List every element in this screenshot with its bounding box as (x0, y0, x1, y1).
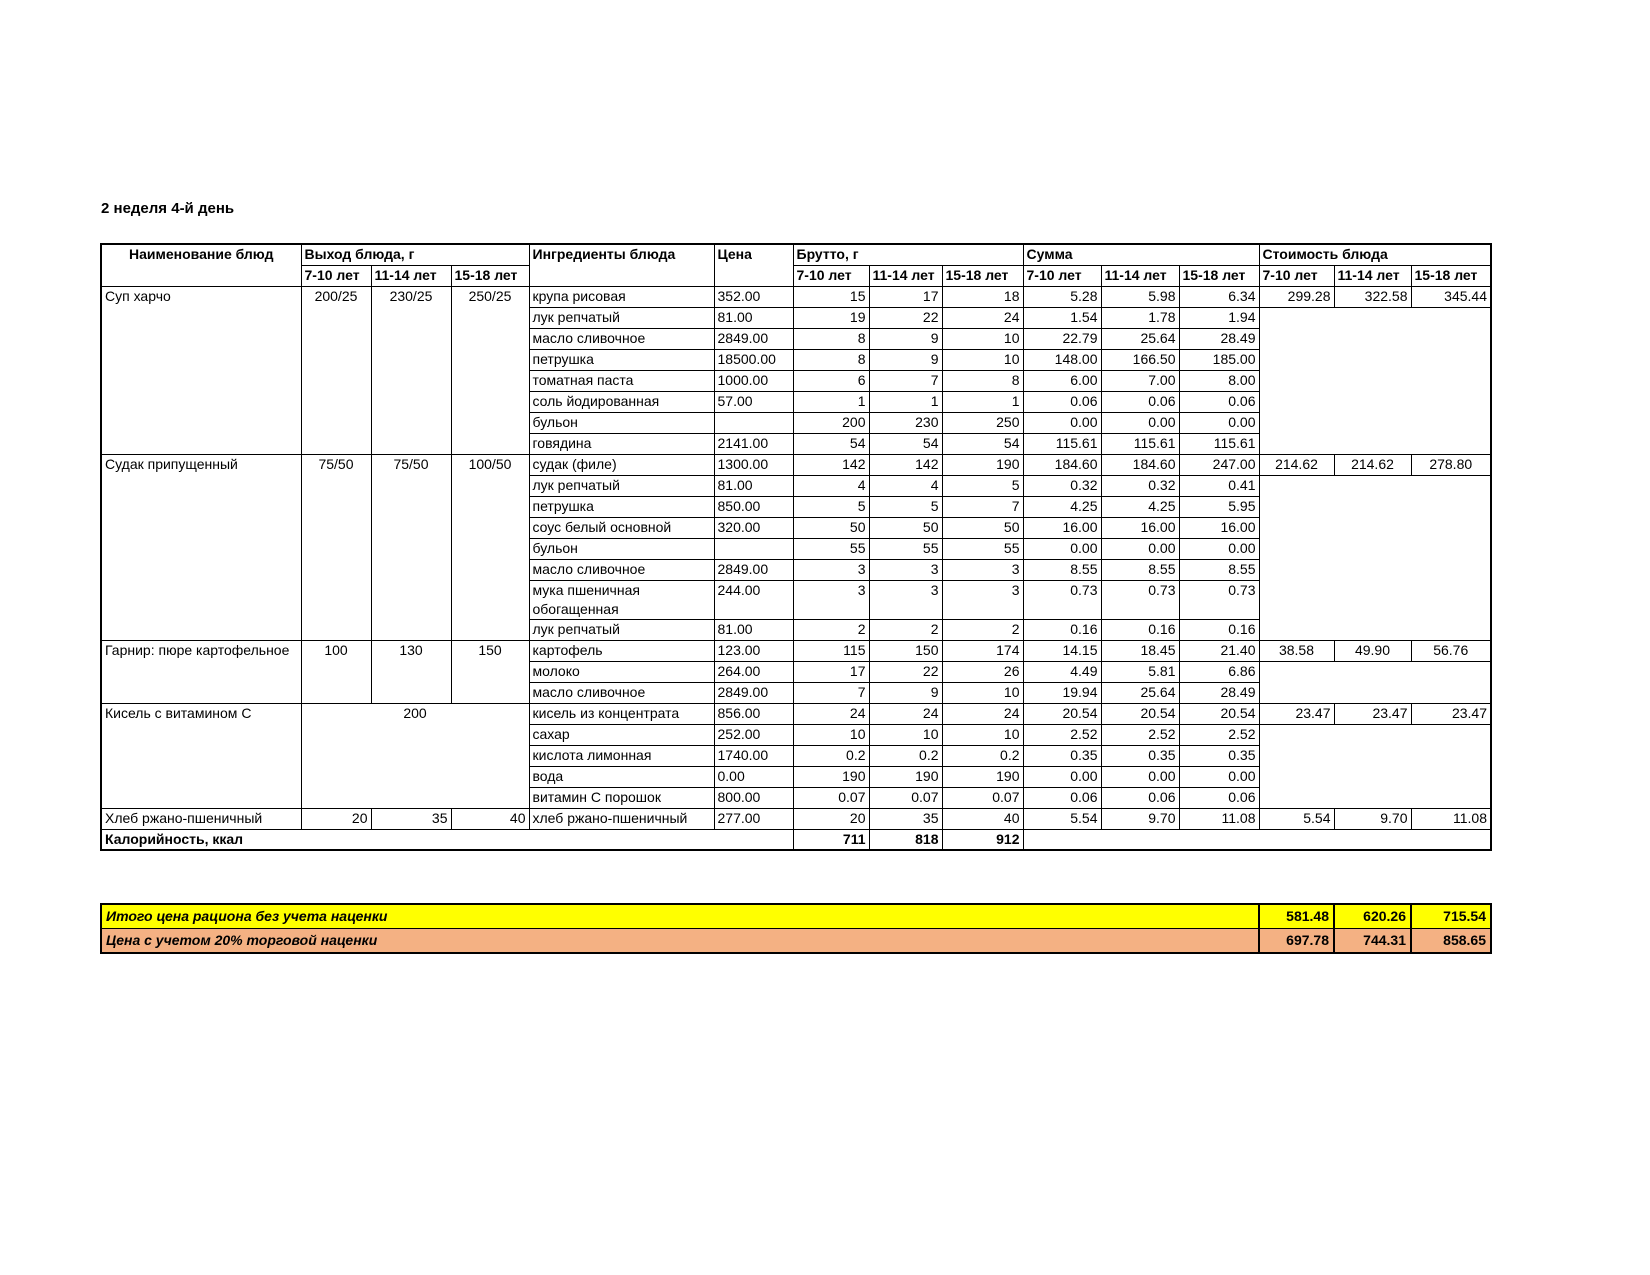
gross-cell: 174 (942, 640, 1023, 661)
gross-cell: 4 (793, 475, 869, 496)
sum-cell: 9.70 (1101, 808, 1179, 829)
price-cell: 1000.00 (714, 370, 793, 391)
gross-cell: 7 (869, 370, 942, 391)
price-cell: 2849.00 (714, 559, 793, 580)
gross-cell: 5 (869, 496, 942, 517)
gross-cell: 1 (793, 391, 869, 412)
calories-value-cell: 711 (793, 829, 869, 850)
cost-empty-cell (1259, 724, 1491, 808)
gross-cell: 54 (793, 433, 869, 454)
cost-cell: 23.47 (1411, 703, 1491, 724)
price-cell: 320.00 (714, 517, 793, 538)
sum-cell: 0.16 (1023, 619, 1101, 640)
gross-cell: 10 (793, 724, 869, 745)
yield-cell: 200/25 (301, 286, 371, 454)
gross-cell: 22 (869, 661, 942, 682)
ingredient-cell: витамин C порошок (529, 787, 714, 808)
sum-cell: 2.52 (1023, 724, 1101, 745)
header-sum: Сумма (1023, 244, 1259, 265)
ingredient-cell: бульон (529, 538, 714, 559)
price-cell: 18500.00 (714, 349, 793, 370)
page-title: 2 неделя 4-й день (101, 200, 235, 217)
header-age-group: 11-14 лет (1101, 265, 1179, 286)
header-age-group: 15-18 лет (1179, 265, 1259, 286)
gross-cell: 10 (942, 682, 1023, 703)
sum-cell: 16.00 (1101, 517, 1179, 538)
gross-cell: 2 (869, 619, 942, 640)
table-row (101, 808, 1491, 829)
gross-cell: 190 (942, 454, 1023, 475)
dish-name-cell: Хлеб ржано-пшеничный (101, 808, 301, 829)
ingredient-cell: говядина (529, 433, 714, 454)
price-cell (714, 412, 793, 433)
summary-row (101, 904, 1491, 929)
sum-cell: 0.06 (1179, 787, 1259, 808)
header-dish: Наименование блюд (101, 244, 301, 286)
sum-cell: 247.00 (1179, 454, 1259, 475)
sum-cell: 20.54 (1023, 703, 1101, 724)
gross-cell: 10 (942, 328, 1023, 349)
sum-cell: 2.52 (1101, 724, 1179, 745)
sum-cell: 0.00 (1023, 412, 1101, 433)
cost-cell: 322.58 (1334, 286, 1411, 307)
calories-value-cell: 912 (942, 829, 1023, 850)
ingredient-cell: крупа рисовая (529, 286, 714, 307)
gross-cell: 20 (793, 808, 869, 829)
gross-cell: 55 (793, 538, 869, 559)
sum-cell: 0.35 (1101, 745, 1179, 766)
ingredient-cell: томатная паста (529, 370, 714, 391)
sum-cell: 16.00 (1023, 517, 1101, 538)
table-row (101, 829, 1491, 850)
header-age-group: 15-18 лет (451, 265, 529, 286)
ingredient-cell: лук репчатый (529, 619, 714, 640)
sum-cell: 1.78 (1101, 307, 1179, 328)
dish-name-cell: Суп харчо (101, 286, 301, 454)
sum-cell: 28.49 (1179, 328, 1259, 349)
price-cell: 856.00 (714, 703, 793, 724)
gross-cell: 115 (793, 640, 869, 661)
price-cell: 264.00 (714, 661, 793, 682)
sum-cell: 1.94 (1179, 307, 1259, 328)
gross-cell: 190 (942, 766, 1023, 787)
gross-cell: 8 (793, 328, 869, 349)
header-ingredients: Ингредиенты блюда (529, 244, 714, 286)
price-cell: 81.00 (714, 307, 793, 328)
sum-cell: 6.86 (1179, 661, 1259, 682)
summary-label-cell: Итого цена рациона без учета наценки (101, 904, 1259, 929)
ingredient-cell: бульон (529, 412, 714, 433)
ingredient-cell: лук репчатый (529, 475, 714, 496)
gross-cell: 17 (869, 286, 942, 307)
price-cell: 1740.00 (714, 745, 793, 766)
cost-empty-cell (1259, 661, 1491, 703)
cost-cell: 214.62 (1334, 454, 1411, 475)
gross-cell: 3 (793, 580, 869, 619)
ingredient-cell: кисель из концентрата (529, 703, 714, 724)
gross-cell: 3 (869, 559, 942, 580)
gross-cell: 1 (869, 391, 942, 412)
sum-cell: 0.06 (1101, 391, 1179, 412)
sum-cell: 4.25 (1101, 496, 1179, 517)
ingredient-cell: петрушка (529, 349, 714, 370)
summary-table (100, 903, 1492, 954)
menu-table-body (101, 244, 1491, 850)
sum-cell: 0.16 (1101, 619, 1179, 640)
header-age-group: 7-10 лет (301, 265, 371, 286)
gross-cell: 9 (869, 328, 942, 349)
summary-value-cell: 697.78 (1259, 929, 1334, 954)
gross-cell: 142 (869, 454, 942, 475)
gross-cell: 40 (942, 808, 1023, 829)
sum-cell: 0.06 (1023, 787, 1101, 808)
gross-cell: 55 (942, 538, 1023, 559)
sum-cell: 22.79 (1023, 328, 1101, 349)
table-row (101, 265, 1491, 286)
yield-cell: 75/50 (371, 454, 451, 640)
yield-cell: 100 (301, 640, 371, 703)
sum-cell: 0.00 (1179, 766, 1259, 787)
sum-cell: 148.00 (1023, 349, 1101, 370)
price-cell: 123.00 (714, 640, 793, 661)
sum-cell: 0.73 (1023, 580, 1101, 619)
header-gross: Брутто, г (793, 244, 1023, 265)
sum-cell: 7.00 (1101, 370, 1179, 391)
sum-cell: 6.34 (1179, 286, 1259, 307)
gross-cell: 3 (869, 580, 942, 619)
sum-cell: 0.73 (1101, 580, 1179, 619)
cost-empty-cell (1259, 475, 1491, 640)
cost-cell: 214.62 (1259, 454, 1334, 475)
price-cell: 57.00 (714, 391, 793, 412)
sum-cell: 16.00 (1179, 517, 1259, 538)
ingredient-cell: масло сливочное (529, 682, 714, 703)
gross-cell: 7 (793, 682, 869, 703)
gross-cell: 250 (942, 412, 1023, 433)
dish-name-cell: Гарнир: пюре картофельное (101, 640, 301, 703)
sum-cell: 21.40 (1179, 640, 1259, 661)
menu-table (100, 243, 1492, 851)
calories-label-cell: Калорийность, ккал (101, 829, 793, 850)
price-cell: 2141.00 (714, 433, 793, 454)
price-cell (714, 538, 793, 559)
dish-name-cell: Судак припущенный (101, 454, 301, 640)
sum-cell: 115.61 (1179, 433, 1259, 454)
price-cell: 0.00 (714, 766, 793, 787)
gross-cell: 150 (869, 640, 942, 661)
gross-cell: 0.2 (942, 745, 1023, 766)
calories-value-cell: 818 (869, 829, 942, 850)
yield-cell: 150 (451, 640, 529, 703)
header-age-group: 15-18 лет (942, 265, 1023, 286)
cost-cell: 56.76 (1411, 640, 1491, 661)
sum-cell: 0.00 (1101, 412, 1179, 433)
gross-cell: 7 (942, 496, 1023, 517)
sum-cell: 0.16 (1179, 619, 1259, 640)
sum-cell: 185.00 (1179, 349, 1259, 370)
price-cell: 81.00 (714, 475, 793, 496)
price-cell: 244.00 (714, 580, 793, 619)
sum-cell: 0.73 (1179, 580, 1259, 619)
summary-table-body (101, 904, 1491, 953)
header-yield: Выход блюда, г (301, 244, 529, 265)
gross-cell: 10 (942, 724, 1023, 745)
sum-cell: 8.00 (1179, 370, 1259, 391)
ingredient-cell: масло сливочное (529, 559, 714, 580)
gross-cell: 2 (942, 619, 1023, 640)
sum-cell: 18.45 (1101, 640, 1179, 661)
gross-cell: 24 (869, 703, 942, 724)
sum-cell: 0.32 (1101, 475, 1179, 496)
yield-cell: 20 (301, 808, 371, 829)
cost-cell: 23.47 (1259, 703, 1334, 724)
cost-cell: 38.58 (1259, 640, 1334, 661)
yield-cell: 100/50 (451, 454, 529, 640)
ingredient-cell: соль йодированная (529, 391, 714, 412)
sum-cell: 115.61 (1023, 433, 1101, 454)
header-age-group: 7-10 лет (1259, 265, 1334, 286)
sum-cell: 11.08 (1179, 808, 1259, 829)
gross-cell: 2 (793, 619, 869, 640)
gross-cell: 26 (942, 661, 1023, 682)
sum-cell: 0.00 (1179, 538, 1259, 559)
sum-cell: 0.06 (1101, 787, 1179, 808)
price-cell: 850.00 (714, 496, 793, 517)
gross-cell: 0.07 (942, 787, 1023, 808)
sum-cell: 4.49 (1023, 661, 1101, 682)
gross-cell: 1 (942, 391, 1023, 412)
sum-cell: 5.54 (1023, 808, 1101, 829)
gross-cell: 3 (793, 559, 869, 580)
ingredient-cell: кислота лимонная (529, 745, 714, 766)
cost-empty-cell (1259, 307, 1491, 454)
price-cell: 800.00 (714, 787, 793, 808)
sum-cell: 20.54 (1101, 703, 1179, 724)
sum-cell: 8.55 (1023, 559, 1101, 580)
sum-cell: 0.00 (1023, 538, 1101, 559)
cost-cell: 11.08 (1411, 808, 1491, 829)
gross-cell: 10 (942, 349, 1023, 370)
yield-cell: 40 (451, 808, 529, 829)
header-age-group: 15-18 лет (1411, 265, 1491, 286)
sum-cell: 5.81 (1101, 661, 1179, 682)
header-age-group: 11-14 лет (869, 265, 942, 286)
table-row (101, 244, 1491, 265)
calories-empty-cell (1023, 829, 1491, 850)
ingredient-cell: лук репчатый (529, 307, 714, 328)
sum-cell: 20.54 (1179, 703, 1259, 724)
sum-cell: 166.50 (1101, 349, 1179, 370)
gross-cell: 190 (793, 766, 869, 787)
sum-cell: 14.15 (1023, 640, 1101, 661)
table-row (101, 454, 1491, 475)
header-age-group: 7-10 лет (793, 265, 869, 286)
sum-cell: 19.94 (1023, 682, 1101, 703)
ingredient-cell: мука пшеничная обогащенная (529, 580, 714, 619)
gross-cell: 24 (942, 307, 1023, 328)
price-cell: 2849.00 (714, 682, 793, 703)
cost-cell: 23.47 (1334, 703, 1411, 724)
yield-cell: 130 (371, 640, 451, 703)
yield-cell: 230/25 (371, 286, 451, 454)
table-row (101, 703, 1491, 724)
ingredient-cell: хлеб ржано-пшеничный (529, 808, 714, 829)
sum-cell: 0.00 (1101, 766, 1179, 787)
cost-cell: 49.90 (1334, 640, 1411, 661)
ingredient-cell: петрушка (529, 496, 714, 517)
cost-cell: 299.28 (1259, 286, 1334, 307)
sum-cell: 5.95 (1179, 496, 1259, 517)
sum-cell: 0.06 (1179, 391, 1259, 412)
gross-cell: 5 (793, 496, 869, 517)
price-cell: 1300.00 (714, 454, 793, 475)
sum-cell: 115.61 (1101, 433, 1179, 454)
gross-cell: 8 (942, 370, 1023, 391)
gross-cell: 4 (869, 475, 942, 496)
summary-value-cell: 715.54 (1411, 904, 1491, 929)
gross-cell: 8 (793, 349, 869, 370)
price-cell: 81.00 (714, 619, 793, 640)
table-row (101, 286, 1491, 307)
sum-cell: 0.00 (1023, 766, 1101, 787)
ingredient-cell: масло сливочное (529, 328, 714, 349)
gross-cell: 22 (869, 307, 942, 328)
summary-value-cell: 744.31 (1334, 929, 1411, 954)
sum-cell: 4.25 (1023, 496, 1101, 517)
sum-cell: 8.55 (1179, 559, 1259, 580)
gross-cell: 5 (942, 475, 1023, 496)
gross-cell: 200 (793, 412, 869, 433)
summary-value-cell: 858.65 (1411, 929, 1491, 954)
yield-cell: 75/50 (301, 454, 371, 640)
sum-cell: 0.41 (1179, 475, 1259, 496)
gross-cell: 0.2 (869, 745, 942, 766)
cost-cell: 5.54 (1259, 808, 1334, 829)
sum-cell: 0.00 (1179, 412, 1259, 433)
gross-cell: 50 (869, 517, 942, 538)
gross-cell: 55 (869, 538, 942, 559)
summary-label-cell: Цена с учетом 20% торговой наценки (101, 929, 1259, 954)
sum-cell: 5.98 (1101, 286, 1179, 307)
header-age-group: 11-14 лет (371, 265, 451, 286)
price-cell: 277.00 (714, 808, 793, 829)
sum-cell: 1.54 (1023, 307, 1101, 328)
gross-cell: 15 (793, 286, 869, 307)
header-age-group: 11-14 лет (1334, 265, 1411, 286)
sum-cell: 0.35 (1023, 745, 1101, 766)
gross-cell: 35 (869, 808, 942, 829)
ingredient-cell: вода (529, 766, 714, 787)
sum-cell: 28.49 (1179, 682, 1259, 703)
ingredient-cell: сахар (529, 724, 714, 745)
gross-cell: 54 (869, 433, 942, 454)
gross-cell: 3 (942, 580, 1023, 619)
gross-cell: 24 (942, 703, 1023, 724)
sum-cell: 2.52 (1179, 724, 1259, 745)
gross-cell: 190 (869, 766, 942, 787)
price-cell: 252.00 (714, 724, 793, 745)
ingredient-cell: молоко (529, 661, 714, 682)
summary-value-cell: 620.26 (1334, 904, 1411, 929)
gross-cell: 24 (793, 703, 869, 724)
cost-cell: 345.44 (1411, 286, 1491, 307)
gross-cell: 50 (942, 517, 1023, 538)
sum-cell: 0.06 (1023, 391, 1101, 412)
summary-value-cell: 581.48 (1259, 904, 1334, 929)
sum-cell: 5.28 (1023, 286, 1101, 307)
gross-cell: 142 (793, 454, 869, 475)
gross-cell: 3 (942, 559, 1023, 580)
gross-cell: 9 (869, 349, 942, 370)
sum-cell: 0.00 (1101, 538, 1179, 559)
sum-cell: 8.55 (1101, 559, 1179, 580)
price-cell: 2849.00 (714, 328, 793, 349)
sum-cell: 184.60 (1023, 454, 1101, 475)
gross-cell: 230 (869, 412, 942, 433)
gross-cell: 50 (793, 517, 869, 538)
gross-cell: 9 (869, 682, 942, 703)
gross-cell: 0.2 (793, 745, 869, 766)
gross-cell: 10 (869, 724, 942, 745)
gross-cell: 0.07 (793, 787, 869, 808)
yield-cell: 250/25 (451, 286, 529, 454)
summary-row (101, 929, 1491, 954)
ingredient-cell: соус белый основной (529, 517, 714, 538)
dish-name-cell: Кисель с витамином C (101, 703, 301, 808)
cost-cell: 278.80 (1411, 454, 1491, 475)
sum-cell: 6.00 (1023, 370, 1101, 391)
sum-cell: 0.35 (1179, 745, 1259, 766)
price-cell: 352.00 (714, 286, 793, 307)
cost-cell: 9.70 (1334, 808, 1411, 829)
sum-cell: 184.60 (1101, 454, 1179, 475)
yield-cell: 200 (301, 703, 529, 808)
header-age-group: 7-10 лет (1023, 265, 1101, 286)
yield-cell: 35 (371, 808, 451, 829)
gross-cell: 54 (942, 433, 1023, 454)
gross-cell: 19 (793, 307, 869, 328)
ingredient-cell: судак (филе) (529, 454, 714, 475)
ingredient-cell: картофель (529, 640, 714, 661)
gross-cell: 18 (942, 286, 1023, 307)
gross-cell: 17 (793, 661, 869, 682)
table-row (101, 640, 1491, 661)
header-price: Цена (714, 244, 793, 286)
sum-cell: 25.64 (1101, 328, 1179, 349)
sum-cell: 25.64 (1101, 682, 1179, 703)
gross-cell: 0.07 (869, 787, 942, 808)
gross-cell: 6 (793, 370, 869, 391)
header-cost: Стоимость блюда (1259, 244, 1491, 265)
sum-cell: 0.32 (1023, 475, 1101, 496)
